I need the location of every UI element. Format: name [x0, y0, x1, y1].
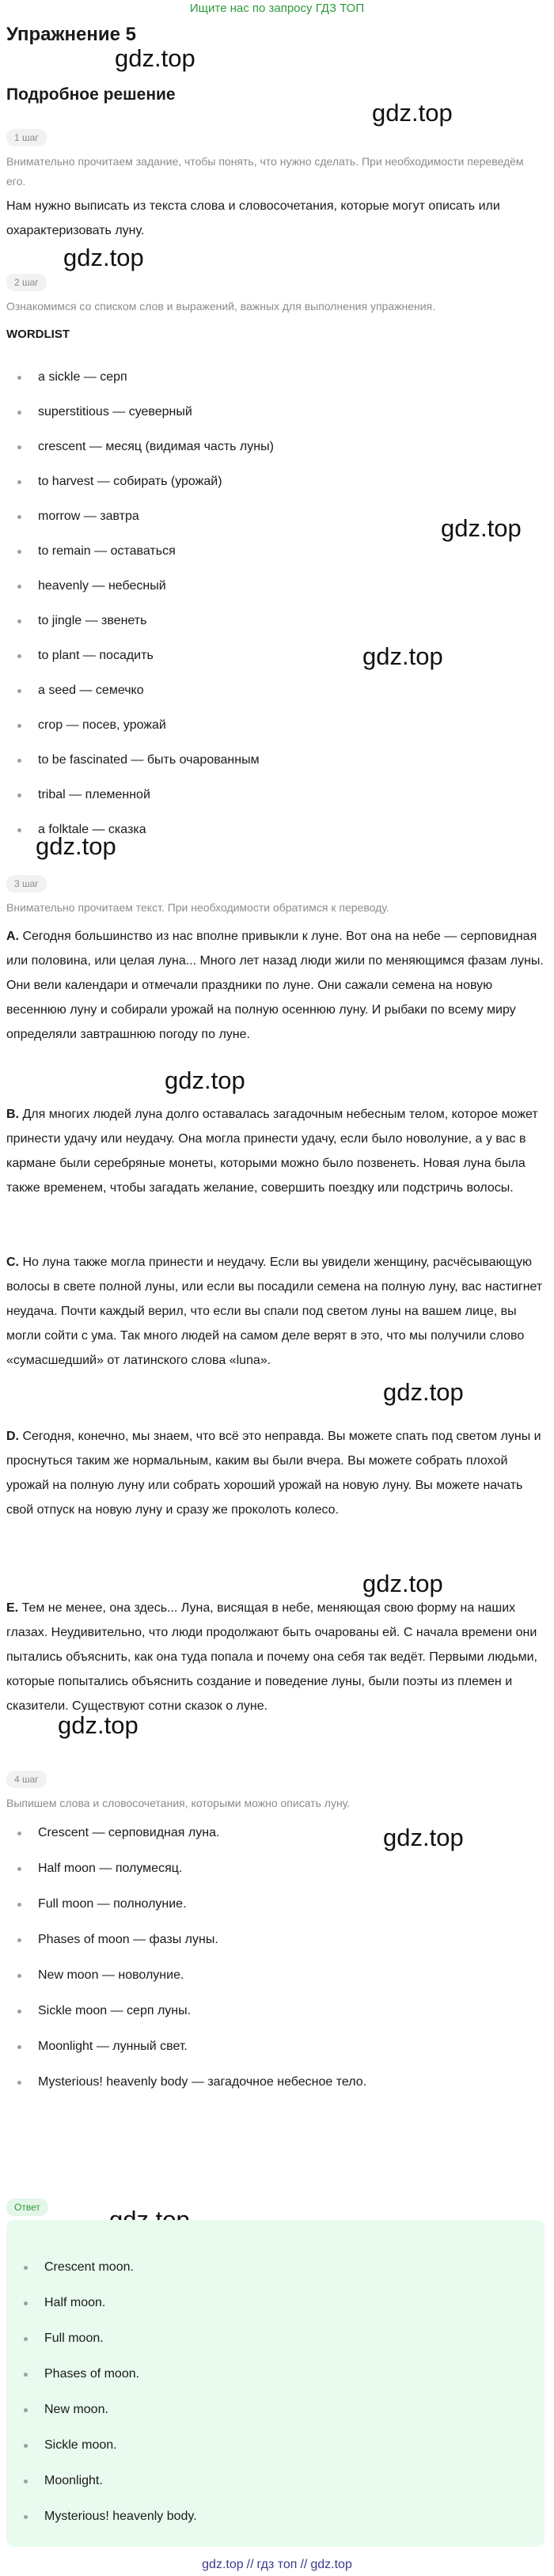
list-item: heavenly — небесный — [14, 569, 274, 604]
step-2-badge: 2 шаг — [6, 274, 47, 291]
step-1-text: Нам нужно выписать из текста слова и словосочетания, которые могут описать или охарактеризовать луну. — [6, 199, 500, 237]
paragraph-text: Тем не менее, она здесь... Луна, висящая в небе, меняющая свою форму на наших глазах. Неудивительно, что люди продолжают быть очарованы ей. С начала времени они пытались объяснить, как она туда попала и почему она себя так ведёт. Первыми людьми, которые попытались объяснить создание и поведение луны, были поэты из племен и сказители. Существуют сотни сказок о луне. — [6, 1601, 537, 1713]
footer-link[interactable]: gdz.top — [202, 2558, 244, 2571]
list-item: Sickle moon. — [21, 2427, 197, 2463]
list-item: crop — посев, урожай — [14, 708, 274, 743]
paragraph-letter: B. — [6, 1108, 19, 1121]
watermark: gdz.top — [362, 642, 443, 670]
footer-link[interactable]: gdz.top — [310, 2558, 352, 2571]
list-item: Full moon. — [21, 2320, 197, 2356]
list-item: Moonlight — лунный свет. — [14, 2029, 366, 2064]
watermark: gdz.top — [165, 1066, 245, 1094]
wordlist — [14, 360, 274, 847]
footer-separator: // — [300, 2558, 308, 2571]
paragraph-text: Сегодня, конечно, мы знаем, что всё это неправда. Вы можете спать под светом луны и проснуться таким же нормальным, каким вы были вчера. Вы можете собрать плохой урожай на полную луну или собрать хороший урожай на новую луну. Вы можете начать свой отпуск на новую луну и сразу же проколоть колесо. — [6, 1430, 541, 1517]
paragraph-letter: E. — [6, 1601, 19, 1615]
list-item: a seed — семечко — [14, 673, 274, 708]
list-item: Moonlight. — [21, 2463, 197, 2498]
list-item: New moon — новолуние. — [14, 1957, 366, 1993]
list-item: to harvest — собирать (урожай) — [14, 464, 274, 499]
list-item: a folktale — сказка — [14, 813, 274, 847]
answer-badge: Ответ — [6, 2199, 48, 2216]
moon-words-list — [14, 1815, 366, 2100]
list-item: Sickle moon — серп луны. — [14, 1993, 366, 2029]
text-paragraph-e — [6, 1596, 546, 1718]
watermark: gdz.top — [441, 514, 522, 542]
paragraph-text: Но луна также могла принести и неудачу. Если вы увидели женщину, расчёсывающую волосы в свете полной луны, или если вы посадили семена на полную луну, вас настигнет неудача. Почти каждый верил, что если вы спали под светом луны на вашем лице, вы могли сойти с ума. Так много людей на самом деле верят в это, что мы получили слово «сумасшедший» от латинского слова «luna». — [6, 1256, 543, 1367]
paragraph-letter: A. — [6, 930, 19, 943]
list-item: Half moon. — [21, 2285, 197, 2320]
list-item: Crescent moon. — [21, 2249, 197, 2285]
watermark: gdz.top — [58, 1711, 138, 1739]
footer-link[interactable]: гдз топ — [256, 2558, 298, 2571]
page-title: Упражнение 5 — [6, 24, 136, 45]
list-item: Crescent — серповидная луна. — [14, 1815, 366, 1851]
watermark: gdz.top — [362, 1570, 443, 1597]
list-item: Phases of moon. — [21, 2356, 197, 2392]
step-1-badge: 1 шаг — [6, 129, 47, 146]
list-item: a sickle — серп — [14, 360, 274, 395]
watermark: gdz.top — [372, 99, 453, 127]
step-4-hint: Выпишем слова и словосочетания, которыми можно описать луну. — [6, 1797, 351, 1809]
step-2-hint: Ознакомимся со списком слов и выражений, важных для выполнения упражнения. — [6, 300, 436, 313]
watermark: gdz.top — [63, 244, 144, 271]
text-paragraph-a — [6, 924, 546, 1047]
list-item: Full moon — полнолуние. — [14, 1886, 366, 1922]
step-3-hint: Внимательно прочитаем текст. При необходимости обратимся к переводу. — [6, 901, 389, 914]
list-item: to remain — оставаться — [14, 534, 274, 569]
footer-links — [0, 2555, 554, 2574]
answer-list — [21, 2249, 197, 2534]
list-item: Mysterious! heavenly body — загадочное небесное тело. — [14, 2064, 366, 2100]
text-paragraph-c — [6, 1250, 546, 1373]
list-item: crescent — месяц (видимая часть луны) — [14, 430, 274, 464]
list-item: to be fascinated — быть очарованным — [14, 743, 274, 778]
list-item: tribal — племенной — [14, 778, 274, 813]
paragraph-letter: C. — [6, 1256, 19, 1269]
paragraph-letter: D. — [6, 1430, 19, 1443]
text-paragraph-b — [6, 1102, 546, 1200]
watermark: gdz.top — [383, 1824, 464, 1851]
text-paragraph-d — [6, 1424, 546, 1522]
list-item: Phases of moon — фазы луны. — [14, 1922, 366, 1957]
list-item: to jingle — звенеть — [14, 604, 274, 638]
wordlist-title: WORDLIST — [6, 328, 70, 341]
list-item: morrow — завтра — [14, 499, 274, 534]
top-banner[interactable]: Ищите нас по запросу ГДЗ ТОП — [189, 2, 365, 15]
list-item: Half moon — полумесяц. — [14, 1851, 366, 1886]
paragraph-text: Для многих людей луна долго оставалась загадочным небесным телом, которое может принести удачу или неудачу. Она могла принести удачу, если было новолуние, а у вас в кармане были серебряные монеты, которыми можно было позвенеть. Новая луна была также временем, чтобы загадать желание, совершить поездку или подстричь волосы. — [6, 1108, 538, 1195]
watermark: gdz.top — [383, 1378, 464, 1406]
list-item: to plant — посадить — [14, 638, 274, 673]
list-item: New moon. — [21, 2392, 197, 2427]
step-3-badge: 3 шаг — [6, 875, 47, 892]
watermark: gdz.top — [115, 44, 195, 72]
footer-separator: // — [246, 2558, 254, 2571]
list-item: superstitious — суеверный — [14, 395, 274, 430]
watermark: gdz.top — [36, 832, 116, 860]
step-4-badge: 4 шаг — [6, 1771, 47, 1788]
paragraph-text: Сегодня большинство из нас вполне привыкли к луне. Вот она на небе — серповидная или половина, или целая луна... Много лет назад люди жили по меняющимся фазам луны. Они вели календари и отмечали праздники по луне. Они сажали семена на новую весеннюю луну и собирали урожай на полную осеннюю луну. И рыбаки по всему миру определяли завтрашнюю погоду по луне. — [6, 930, 544, 1041]
step-1-hint: Внимательно прочитаем задание, чтобы понять, что нужно сделать. При необходимости переведём его. — [6, 155, 524, 188]
list-item: Mysterious! heavenly body. — [21, 2498, 197, 2534]
solution-heading: Подробное решение — [6, 85, 176, 104]
